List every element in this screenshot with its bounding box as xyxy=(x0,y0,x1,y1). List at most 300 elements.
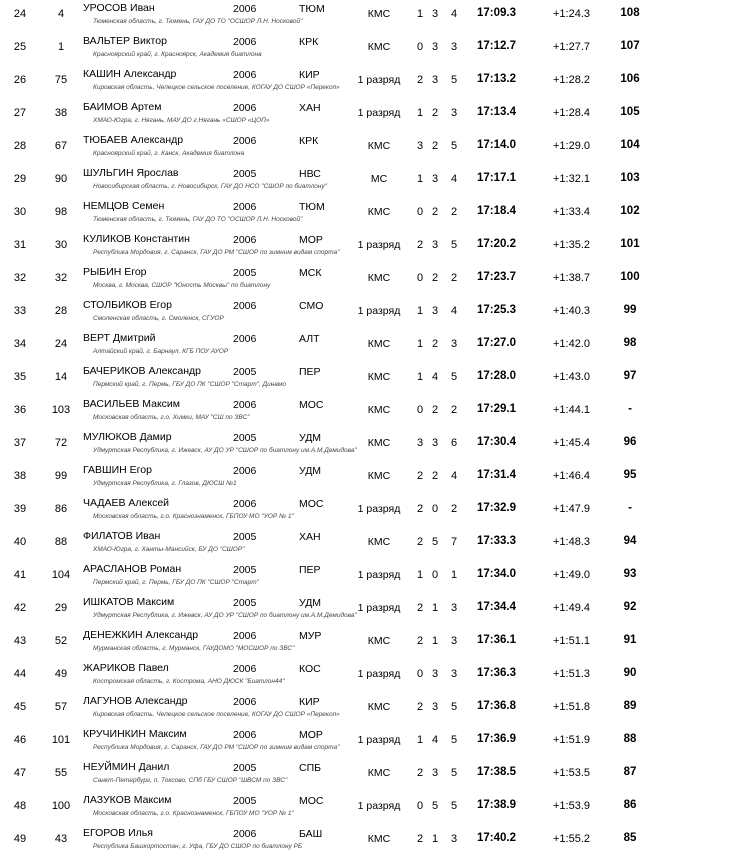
table-row xyxy=(0,528,750,561)
points: 106 xyxy=(620,73,640,85)
athlete-club-info: Красноярский край, г. Канск, Академия биатлона xyxy=(93,150,245,157)
sport-rank: КМС xyxy=(367,404,391,416)
table-row xyxy=(0,231,750,264)
shooting-stage-2: 3 xyxy=(431,701,439,713)
bib-cell: 104 xyxy=(51,569,71,581)
time-behind: +1:48.3 xyxy=(553,536,591,548)
time-behind: +1:28.2 xyxy=(553,74,591,86)
shooting-total: 2 xyxy=(450,206,458,218)
bib-cell: 99 xyxy=(54,470,68,482)
shooting-stage-1: 0 xyxy=(416,272,424,284)
finish-time: 17:09.3 xyxy=(477,7,517,19)
time-behind: +1:35.2 xyxy=(553,239,591,251)
region-code: АЛТ xyxy=(299,333,320,345)
shooting-stage-2: 2 xyxy=(431,338,439,350)
place-cell: 48 xyxy=(13,800,27,812)
place-cell: 38 xyxy=(13,470,27,482)
birth-year: 2006 xyxy=(233,36,257,48)
region-code: КРК xyxy=(299,36,319,48)
birth-year: 2005 xyxy=(233,795,257,807)
place-cell: 33 xyxy=(13,305,27,317)
bib-cell: 24 xyxy=(54,338,68,350)
points: 94 xyxy=(623,535,637,547)
region-code: ХАН xyxy=(299,531,321,543)
bib-cell: 30 xyxy=(54,239,68,251)
points: 87 xyxy=(623,766,637,778)
sport-rank: 1 разряд xyxy=(357,305,401,317)
finish-time: 17:40.2 xyxy=(477,832,517,844)
place-cell: 44 xyxy=(13,668,27,680)
shooting-stage-2: 3 xyxy=(431,305,439,317)
points: 97 xyxy=(623,370,637,382)
points: 93 xyxy=(623,568,637,580)
finish-time: 17:27.0 xyxy=(477,337,517,349)
athlete-club-info: Московская область, г.о. Краснознаменск, ГБПОУ МО "УОР № 1" xyxy=(93,513,294,520)
shooting-stage-1: 2 xyxy=(416,239,424,251)
place-cell: 32 xyxy=(13,272,27,284)
table-row xyxy=(0,693,750,726)
athlete-name: НЕМЦОВ Семен xyxy=(83,200,165,212)
time-behind: +1:49.4 xyxy=(553,602,591,614)
time-behind: +1:53.9 xyxy=(553,800,591,812)
shooting-stage-1: 1 xyxy=(416,107,424,119)
place-cell: 45 xyxy=(13,701,27,713)
points: 91 xyxy=(623,634,637,646)
shooting-stage-2: 2 xyxy=(431,470,439,482)
finish-time: 17:20.2 xyxy=(477,238,517,250)
bib-cell: 88 xyxy=(54,536,68,548)
athlete-club-info: Алтайский край, г. Барнаул, КГБ ПОУ АУОР xyxy=(93,348,229,355)
points: 95 xyxy=(623,469,637,481)
sport-rank: 1 разряд xyxy=(357,74,401,86)
bib-cell: 75 xyxy=(54,74,68,86)
birth-year: 2006 xyxy=(233,399,257,411)
shooting-stage-2: 5 xyxy=(431,800,439,812)
shooting-total: 3 xyxy=(450,602,458,614)
athlete-name: ЛАГУНОВ Александр xyxy=(83,695,188,707)
athlete-name: БАЧЕРИКОВ Александр xyxy=(83,365,202,377)
athlete-club-info: Санкт-Петербург, п. Токсово, СПб ГБУ СШОР "ШВСМ по ЗВС" xyxy=(93,777,288,784)
shooting-total: 5 xyxy=(450,140,458,152)
place-cell: 28 xyxy=(13,140,27,152)
shooting-total: 3 xyxy=(450,635,458,647)
shooting-stage-1: 1 xyxy=(416,734,424,746)
shooting-stage-2: 3 xyxy=(431,8,439,20)
sport-rank: КМС xyxy=(367,635,391,647)
athlete-name: ШУЛЬГИН Ярослав xyxy=(83,167,179,179)
place-cell: 47 xyxy=(13,767,27,779)
finish-time: 17:23.7 xyxy=(477,271,517,283)
sport-rank: КМС xyxy=(367,371,391,383)
sport-rank: КМС xyxy=(367,272,391,284)
points: 85 xyxy=(623,832,637,844)
sport-rank: КМС xyxy=(367,701,391,713)
table-row xyxy=(0,99,750,132)
place-cell: 37 xyxy=(13,437,27,449)
sport-rank: 1 разряд xyxy=(357,503,401,515)
bib-cell: 103 xyxy=(51,404,71,416)
finish-time: 17:36.3 xyxy=(477,667,517,679)
table-row xyxy=(0,264,750,297)
sport-rank: КМС xyxy=(367,140,391,152)
shooting-total: 4 xyxy=(450,470,458,482)
points: - xyxy=(628,502,632,514)
athlete-club-info: Республика Мордовия, г. Саранск, ГАУ ДО РМ "СШОР по зимним видам спорта" xyxy=(93,744,340,751)
shooting-total: 3 xyxy=(450,41,458,53)
athlete-name: ВЕРТ Дмитрий xyxy=(83,332,156,344)
athlete-name: РЫБИН Егор xyxy=(83,266,147,278)
place-cell: 35 xyxy=(13,371,27,383)
athlete-name: ЖАРИКОВ Павел xyxy=(83,662,169,674)
points: 99 xyxy=(623,304,637,316)
time-behind: +1:29.0 xyxy=(553,140,591,152)
birth-year: 2006 xyxy=(233,465,257,477)
region-code: МОР xyxy=(299,729,323,741)
bib-cell: 52 xyxy=(54,635,68,647)
athlete-club-info: Новосибирская область, г. Новосибирск, ГАУ ДО НСО "СШОР по биатлону" xyxy=(93,183,328,190)
finish-time: 17:28.0 xyxy=(477,370,517,382)
time-behind: +1:33.4 xyxy=(553,206,591,218)
region-code: БАШ xyxy=(299,828,323,840)
sport-rank: КМС xyxy=(367,206,391,218)
region-code: ПЕР xyxy=(299,366,321,378)
sport-rank: КМС xyxy=(367,8,391,20)
shooting-stage-1: 2 xyxy=(416,767,424,779)
place-cell: 42 xyxy=(13,602,27,614)
place-cell: 39 xyxy=(13,503,27,515)
region-code: ХАН xyxy=(299,102,321,114)
shooting-stage-1: 2 xyxy=(416,503,424,515)
athlete-club-info: Московская область, г.о. Краснознаменск, ГБПОУ МО "УОР № 1" xyxy=(93,810,294,817)
bib-cell: 72 xyxy=(54,437,68,449)
athlete-club-info: Тюменская область, г. Тюмень, ГАУ ДО ТО "ОСШОР Л.Н. Носковой" xyxy=(93,216,303,223)
athlete-name: ВАСИЛЬЕВ Максим xyxy=(83,398,181,410)
place-cell: 29 xyxy=(13,173,27,185)
time-behind: +1:51.8 xyxy=(553,701,591,713)
points: 105 xyxy=(620,106,640,118)
sport-rank: КМС xyxy=(367,338,391,350)
athlete-name: АРАСЛАНОВ Роман xyxy=(83,563,182,575)
table-row xyxy=(0,66,750,99)
sport-rank: КМС xyxy=(367,41,391,53)
birth-year: 2006 xyxy=(233,300,257,312)
place-cell: 36 xyxy=(13,404,27,416)
region-code: УДМ xyxy=(299,432,322,444)
time-behind: +1:55.2 xyxy=(553,833,591,845)
place-cell: 30 xyxy=(13,206,27,218)
shooting-total: 4 xyxy=(450,8,458,20)
region-code: МСК xyxy=(299,267,322,279)
table-row xyxy=(0,825,750,858)
shooting-stage-1: 1 xyxy=(416,371,424,383)
finish-time: 17:13.4 xyxy=(477,106,517,118)
sport-rank: КМС xyxy=(367,767,391,779)
athlete-name: КРУЧИНКИН Максим xyxy=(83,728,187,740)
athlete-name: ФИЛАТОВ Иван xyxy=(83,530,161,542)
shooting-stage-2: 3 xyxy=(431,437,439,449)
table-row xyxy=(0,495,750,528)
athlete-club-info: Удмуртская Республика, г. Глазов, ДЮСШ №1 xyxy=(93,480,237,487)
sport-rank: 1 разряд xyxy=(357,668,401,680)
points: 108 xyxy=(620,7,640,19)
birth-year: 2006 xyxy=(233,729,257,741)
points: 104 xyxy=(620,139,640,151)
sport-rank: 1 разряд xyxy=(357,239,401,251)
athlete-club-info: Мурманская область, г. Мурманск, ГАУДОМО "МОСШОР по ЗВС" xyxy=(93,645,295,652)
athlete-name: БАИМОВ Артем xyxy=(83,101,162,113)
shooting-stage-2: 4 xyxy=(431,371,439,383)
shooting-stage-1: 2 xyxy=(416,833,424,845)
shooting-stage-1: 3 xyxy=(416,140,424,152)
points: 101 xyxy=(620,238,640,250)
birth-year: 2005 xyxy=(233,762,257,774)
shooting-total: 5 xyxy=(450,239,458,251)
shooting-total: 5 xyxy=(450,734,458,746)
shooting-total: 4 xyxy=(450,305,458,317)
region-code: МОС xyxy=(299,498,324,510)
place-cell: 31 xyxy=(13,239,27,251)
shooting-total: 1 xyxy=(450,569,458,581)
sport-rank: КМС xyxy=(367,437,391,449)
finish-time: 17:34.0 xyxy=(477,568,517,580)
birth-year: 2006 xyxy=(233,69,257,81)
points: - xyxy=(628,403,632,415)
shooting-stage-1: 2 xyxy=(416,602,424,614)
time-behind: +1:42.0 xyxy=(553,338,591,350)
bib-cell: 14 xyxy=(54,371,68,383)
table-row xyxy=(0,429,750,462)
table-row xyxy=(0,792,750,825)
shooting-stage-1: 2 xyxy=(416,470,424,482)
time-behind: +1:28.4 xyxy=(553,107,591,119)
birth-year: 2005 xyxy=(233,564,257,576)
points: 96 xyxy=(623,436,637,448)
athlete-club-info: Смоленская область, г. Смоленск, СГУОР xyxy=(93,315,224,322)
birth-year: 2006 xyxy=(233,630,257,642)
shooting-total: 3 xyxy=(450,668,458,680)
athlete-club-info: Тюменская область, г. Тюмень, ГАУ ДО ТО "ОСШОР Л.Н. Носковой" xyxy=(93,18,303,25)
shooting-total: 2 xyxy=(450,272,458,284)
table-row xyxy=(0,363,750,396)
place-cell: 46 xyxy=(13,734,27,746)
shooting-total: 6 xyxy=(450,437,458,449)
time-behind: +1:46.4 xyxy=(553,470,591,482)
shooting-stage-1: 0 xyxy=(416,41,424,53)
athlete-club-info: Республика Башкортостан, г. Уфа, ГБУ ДО СШОР по биатлону РБ xyxy=(93,843,303,850)
bib-cell: 57 xyxy=(54,701,68,713)
points: 98 xyxy=(623,337,637,349)
shooting-total: 3 xyxy=(450,338,458,350)
time-behind: +1:47.9 xyxy=(553,503,591,515)
table-row xyxy=(0,0,750,33)
shooting-stage-2: 5 xyxy=(431,536,439,548)
region-code: ТЮМ xyxy=(299,201,325,213)
table-row xyxy=(0,132,750,165)
table-row xyxy=(0,594,750,627)
birth-year: 2006 xyxy=(233,135,257,147)
birth-year: 2005 xyxy=(233,597,257,609)
birth-year: 2006 xyxy=(233,102,257,114)
region-code: МУР xyxy=(299,630,322,642)
bib-cell: 4 xyxy=(57,8,65,20)
birth-year: 2006 xyxy=(233,201,257,213)
shooting-stage-2: 2 xyxy=(431,272,439,284)
finish-time: 17:29.1 xyxy=(477,403,517,415)
shooting-stage-2: 0 xyxy=(431,569,439,581)
shooting-stage-2: 2 xyxy=(431,206,439,218)
athlete-club-info: Костромская область, г. Кострома, АНО ДЮСК "Биатлон44" xyxy=(93,678,285,685)
time-behind: +1:24.3 xyxy=(553,8,591,20)
region-code: КИР xyxy=(299,69,320,81)
athlete-name: ГАВШИН Егор xyxy=(83,464,152,476)
shooting-stage-2: 2 xyxy=(431,107,439,119)
shooting-stage-1: 0 xyxy=(416,206,424,218)
birth-year: 2005 xyxy=(233,267,257,279)
finish-time: 17:14.0 xyxy=(477,139,517,151)
place-cell: 25 xyxy=(13,41,27,53)
finish-time: 17:36.9 xyxy=(477,733,517,745)
shooting-total: 7 xyxy=(450,536,458,548)
bib-cell: 98 xyxy=(54,206,68,218)
region-code: УДМ xyxy=(299,597,322,609)
shooting-stage-2: 1 xyxy=(431,833,439,845)
time-behind: +1:40.3 xyxy=(553,305,591,317)
athlete-club-info: ХМАО-Югра, г. Ханты-Мансийск, БУ ДО "СШОР" xyxy=(93,546,245,553)
shooting-total: 4 xyxy=(450,173,458,185)
athlete-name: ТЮБАЕВ Александр xyxy=(83,134,184,146)
birth-year: 2005 xyxy=(233,432,257,444)
athlete-club-info: ХМАО-Югра, г. Нягань, МАУ ДО г.Нягань «СШОР «ЦОП» xyxy=(93,117,270,124)
finish-time: 17:12.7 xyxy=(477,40,517,52)
finish-time: 17:36.1 xyxy=(477,634,517,646)
shooting-stage-1: 1 xyxy=(416,569,424,581)
bib-cell: 43 xyxy=(54,833,68,845)
sport-rank: КМС xyxy=(367,470,391,482)
table-row xyxy=(0,561,750,594)
finish-time: 17:34.4 xyxy=(477,601,517,613)
shooting-stage-1: 3 xyxy=(416,437,424,449)
points: 102 xyxy=(620,205,640,217)
region-code: МОС xyxy=(299,795,324,807)
shooting-total: 5 xyxy=(450,74,458,86)
athlete-club-info: Пермский край, г. Пермь, ГБУ ДО ПК "СШОР "Старт", Динамо xyxy=(93,381,286,388)
birth-year: 2006 xyxy=(233,3,257,15)
bib-cell: 49 xyxy=(54,668,68,680)
shooting-stage-1: 1 xyxy=(416,305,424,317)
time-behind: +1:45.4 xyxy=(553,437,591,449)
place-cell: 49 xyxy=(13,833,27,845)
points: 92 xyxy=(623,601,637,613)
athlete-name: КУЛИКОВ Константин xyxy=(83,233,190,245)
shooting-total: 5 xyxy=(450,767,458,779)
bib-cell: 28 xyxy=(54,305,68,317)
finish-time: 17:17.1 xyxy=(477,172,517,184)
points: 88 xyxy=(623,733,637,745)
time-behind: +1:51.3 xyxy=(553,668,591,680)
bib-cell: 100 xyxy=(51,800,71,812)
time-behind: +1:49.0 xyxy=(553,569,591,581)
time-behind: +1:32.1 xyxy=(553,173,591,185)
finish-time: 17:38.9 xyxy=(477,799,517,811)
bib-cell: 67 xyxy=(54,140,68,152)
birth-year: 2006 xyxy=(233,663,257,675)
place-cell: 24 xyxy=(13,8,27,20)
points: 100 xyxy=(620,271,640,283)
athlete-name: ЛАЗУКОВ Максим xyxy=(83,794,172,806)
athlete-name: ЧАДАЕВ Алексей xyxy=(83,497,170,509)
athlete-name: ЕГОРОВ Илья xyxy=(83,827,153,839)
shooting-stage-2: 4 xyxy=(431,734,439,746)
table-row xyxy=(0,330,750,363)
shooting-stage-2: 3 xyxy=(431,74,439,86)
athlete-club-info: Удмуртская Республика, г. Ижевск, АУ ДО УР "СШОР по биатлону им.А.М.Демидова" xyxy=(93,612,357,619)
time-behind: +1:53.5 xyxy=(553,767,591,779)
shooting-stage-2: 3 xyxy=(431,173,439,185)
shooting-total: 5 xyxy=(450,800,458,812)
birth-year: 2005 xyxy=(233,168,257,180)
finish-time: 17:25.3 xyxy=(477,304,517,316)
shooting-stage-2: 0 xyxy=(431,503,439,515)
place-cell: 43 xyxy=(13,635,27,647)
sport-rank: КМС xyxy=(367,536,391,548)
region-code: УДМ xyxy=(299,465,322,477)
shooting-stage-2: 1 xyxy=(431,635,439,647)
bib-cell: 1 xyxy=(57,41,65,53)
finish-time: 17:30.4 xyxy=(477,436,517,448)
sport-rank: 1 разряд xyxy=(357,107,401,119)
birth-year: 2005 xyxy=(233,366,257,378)
bib-cell: 101 xyxy=(51,734,71,746)
birth-year: 2006 xyxy=(233,333,257,345)
region-code: КИР xyxy=(299,696,320,708)
bib-cell: 55 xyxy=(54,767,68,779)
finish-time: 17:13.2 xyxy=(477,73,517,85)
birth-year: 2006 xyxy=(233,498,257,510)
athlete-club-info: Кировская область, Чепецкое сельское поселение, КОГАУ ДО СШОР «Перекоп» xyxy=(93,711,340,718)
region-code: МОС xyxy=(299,399,324,411)
region-code: КРК xyxy=(299,135,319,147)
birth-year: 2005 xyxy=(233,531,257,543)
shooting-stage-2: 3 xyxy=(431,668,439,680)
shooting-total: 2 xyxy=(450,404,458,416)
points: 107 xyxy=(620,40,640,52)
shooting-stage-1: 2 xyxy=(416,635,424,647)
place-cell: 27 xyxy=(13,107,27,119)
birth-year: 2006 xyxy=(233,234,257,246)
athlete-club-info: Москва, г. Москва, СШОР "Юность Москвы" по биатлону xyxy=(93,282,271,289)
athlete-club-info: Пермский край, г. Пермь, ГБУ ДО ПК "СШОР "Старт" xyxy=(93,579,259,586)
shooting-stage-1: 1 xyxy=(416,173,424,185)
athlete-club-info: Удмуртская Республика, г. Ижевск, АУ ДО УР "СШОР по биатлону им.А.М.Демидова" xyxy=(93,447,357,454)
region-code: НВС xyxy=(299,168,321,180)
shooting-stage-1: 1 xyxy=(416,338,424,350)
athlete-club-info: Московская область, г.о. Химки, МАУ "СШ по ЗВС" xyxy=(93,414,250,421)
sport-rank: 1 разряд xyxy=(357,602,401,614)
shooting-total: 3 xyxy=(450,107,458,119)
sport-rank: 1 разряд xyxy=(357,800,401,812)
shooting-stage-2: 3 xyxy=(431,41,439,53)
time-behind: +1:44.1 xyxy=(553,404,591,416)
points: 89 xyxy=(623,700,637,712)
shooting-stage-1: 0 xyxy=(416,404,424,416)
finish-time: 17:31.4 xyxy=(477,469,517,481)
bib-cell: 38 xyxy=(54,107,68,119)
athlete-name: ИШКАТОВ Максим xyxy=(83,596,175,608)
shooting-total: 5 xyxy=(450,371,458,383)
finish-time: 17:18.4 xyxy=(477,205,517,217)
region-code: МОР xyxy=(299,234,323,246)
region-code: ПЕР xyxy=(299,564,321,576)
